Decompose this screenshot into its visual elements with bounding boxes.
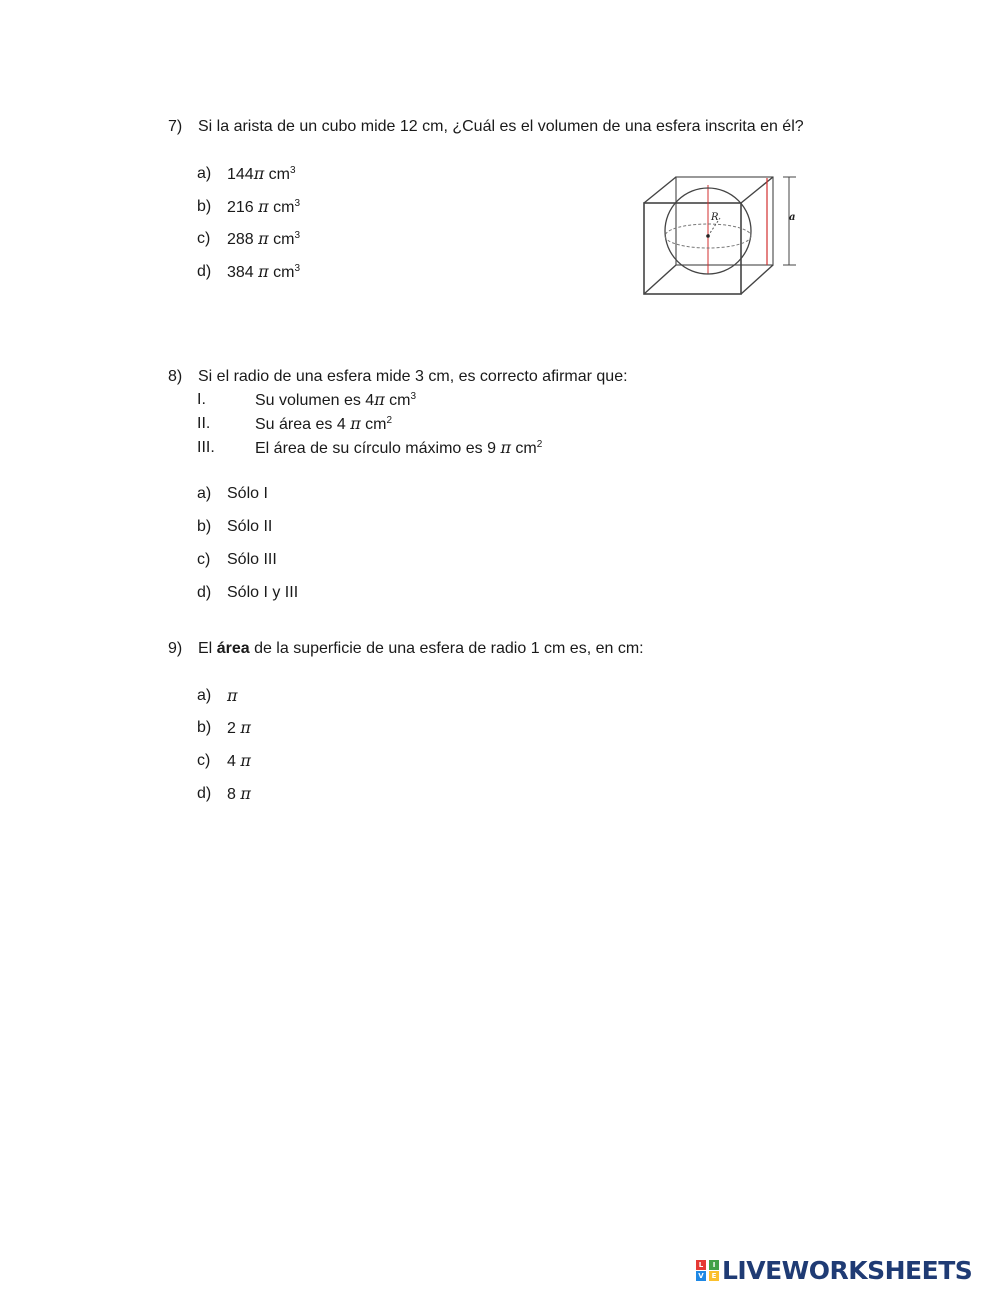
option-unit: cm bbox=[273, 199, 295, 216]
q7-option-c[interactable] bbox=[197, 229, 301, 249]
pi-symbol: π bbox=[374, 390, 385, 409]
logo-blocks bbox=[709, 1260, 719, 1281]
sphere-center bbox=[706, 234, 710, 238]
statement-exponent: 2 bbox=[386, 415, 393, 426]
question-text: Si el radio de una esfera mide 3 cm, es correcto afirmar que: bbox=[198, 368, 628, 385]
pi-symbol: π bbox=[350, 414, 361, 433]
pi-symbol: π bbox=[500, 438, 511, 457]
option-letter: d) bbox=[197, 263, 212, 280]
logo-blocks bbox=[696, 1260, 706, 1281]
option-letter: b) bbox=[197, 719, 212, 736]
question-text-after: de la superficie de una esfera de radio 1 cm es, en cm: bbox=[254, 640, 644, 657]
option-value: 384 bbox=[227, 264, 254, 281]
option-letter: c) bbox=[197, 752, 211, 769]
option-value: 288 bbox=[227, 231, 254, 248]
cube-sphere-figure bbox=[636, 170, 806, 300]
pi-symbol: π bbox=[240, 718, 251, 737]
q8-option-a[interactable] bbox=[197, 484, 268, 504]
q9-option-d[interactable] bbox=[197, 784, 251, 804]
option-letter: d) bbox=[197, 785, 212, 802]
logo-block: I bbox=[709, 1260, 719, 1270]
option-text: Sólo I y III bbox=[227, 584, 299, 601]
logo-block: L bbox=[696, 1260, 706, 1270]
cube-edge bbox=[741, 177, 773, 203]
q8-statement-1 bbox=[197, 390, 417, 410]
option-letter: a) bbox=[197, 687, 212, 704]
statement-text: El área de su círculo máximo es 9 bbox=[255, 440, 496, 457]
logo-block: E bbox=[709, 1271, 719, 1281]
question-number: 8) bbox=[168, 368, 183, 385]
question-7 bbox=[168, 117, 804, 137]
option-unit: cm bbox=[268, 166, 290, 183]
statement-text: Su volumen es 4 bbox=[255, 392, 375, 409]
statement-unit: cm bbox=[389, 392, 411, 409]
option-value: 2 bbox=[227, 720, 236, 737]
q8-option-c[interactable] bbox=[197, 550, 277, 570]
q9-option-b[interactable] bbox=[197, 718, 251, 738]
roman-numeral: I. bbox=[197, 391, 206, 408]
pi-symbol: π bbox=[253, 164, 265, 183]
question-number: 7) bbox=[168, 118, 183, 135]
option-value: 4 bbox=[227, 753, 236, 770]
roman-numeral: II. bbox=[197, 415, 211, 432]
option-letter: a) bbox=[197, 165, 212, 182]
option-letter: d) bbox=[197, 584, 212, 601]
logo-text: LIVEWORKSHEETS bbox=[722, 1255, 973, 1285]
pi-symbol: π bbox=[258, 197, 269, 216]
statement-unit: cm bbox=[365, 416, 387, 433]
pi-symbol: π bbox=[240, 784, 251, 803]
option-exponent: 3 bbox=[294, 230, 301, 241]
option-value: 144 bbox=[227, 166, 254, 183]
liveworksheets-logo bbox=[696, 1254, 972, 1286]
q9-option-a[interactable] bbox=[197, 686, 238, 706]
radius-label: R bbox=[711, 212, 719, 223]
q8-option-b[interactable] bbox=[197, 517, 273, 537]
pi-symbol: π bbox=[240, 751, 251, 770]
option-value: 216 bbox=[227, 199, 254, 216]
question-text-bold: área bbox=[216, 640, 250, 657]
option-unit: cm bbox=[273, 231, 295, 248]
q9-option-c[interactable] bbox=[197, 751, 251, 771]
question-9 bbox=[168, 639, 644, 659]
q8-statement-3 bbox=[197, 438, 543, 458]
option-letter: c) bbox=[197, 551, 211, 568]
option-letter: c) bbox=[197, 230, 211, 247]
pi-symbol: π bbox=[258, 229, 269, 248]
option-exponent: 3 bbox=[290, 165, 296, 176]
q8-statement-2 bbox=[197, 414, 393, 434]
cube-edge bbox=[741, 265, 773, 294]
q7-option-d[interactable] bbox=[197, 262, 301, 282]
pi-symbol: π bbox=[258, 262, 269, 281]
cube-edge bbox=[644, 265, 676, 294]
option-unit: cm bbox=[273, 264, 295, 281]
cube-edge bbox=[644, 177, 676, 203]
question-text: Si la arista de un cubo mide 12 cm, ¿Cuál es el volumen de una esfera inscrita en él? bbox=[198, 118, 804, 135]
statement-exponent: 3 bbox=[410, 391, 417, 402]
option-text: Sólo I bbox=[227, 485, 268, 502]
q7-option-b[interactable] bbox=[197, 197, 301, 217]
option-letter: b) bbox=[197, 198, 212, 215]
q8-option-d[interactable] bbox=[197, 583, 299, 603]
option-text: Sólo II bbox=[227, 518, 273, 535]
option-letter: b) bbox=[197, 518, 212, 535]
statement-exponent: 2 bbox=[536, 439, 543, 450]
logo-block: V bbox=[696, 1271, 706, 1281]
statement-text: Su área es 4 bbox=[255, 416, 346, 433]
question-number: 9) bbox=[168, 640, 183, 657]
question-text-before: El bbox=[198, 640, 213, 657]
option-letter: a) bbox=[197, 485, 212, 502]
option-value: 8 bbox=[227, 786, 236, 803]
question-8 bbox=[168, 367, 628, 387]
roman-numeral: III. bbox=[197, 439, 215, 456]
pi-symbol: π bbox=[227, 686, 238, 705]
option-exponent: 3 bbox=[294, 198, 301, 209]
q7-option-a[interactable] bbox=[197, 164, 296, 184]
edge-label: a bbox=[789, 212, 796, 223]
statement-unit: cm bbox=[515, 440, 537, 457]
cube-back-face bbox=[676, 177, 773, 265]
option-exponent: 3 bbox=[294, 263, 301, 274]
option-text: Sólo III bbox=[227, 551, 277, 568]
